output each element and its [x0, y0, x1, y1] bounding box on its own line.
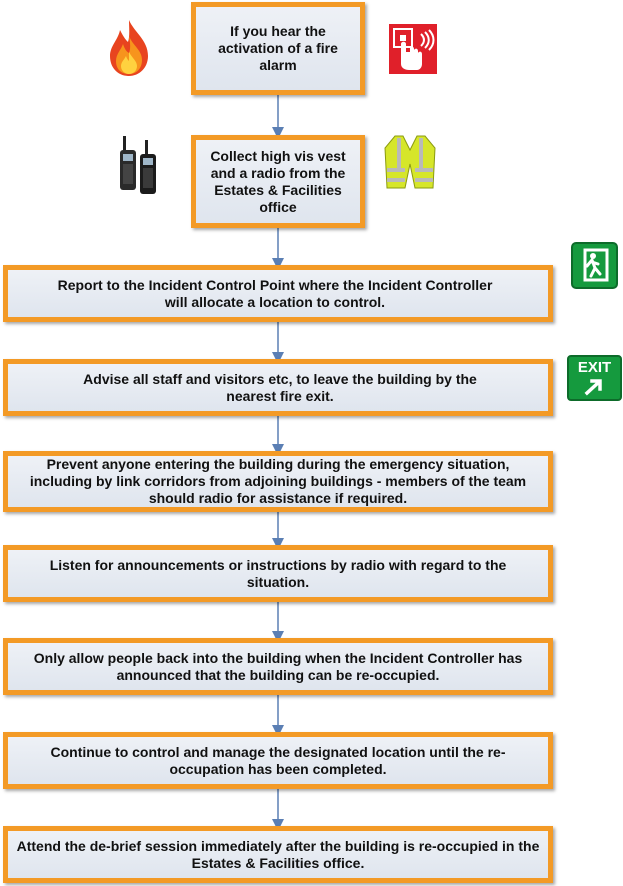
- step-5-text: Prevent anyone entering the building during the emergency situation, including by link corridors from adjoining buildings - members of the team should radio for assistance if required.: [29, 456, 527, 506]
- high-vis-vest-icon: [383, 134, 437, 190]
- step-3-report-control-point: [3, 265, 553, 322]
- step-8-text: Continue to control and manage the designated location until the re-occupation has been completed.: [50, 743, 506, 777]
- step-8-continue-control: [3, 732, 553, 789]
- step-3-text: Report to the Incident Control Point where the Incident Controller will allocate a location to control.: [57, 276, 493, 310]
- step-2-collect-vest-radio: [191, 135, 365, 228]
- emergency-exit-running-man-icon: [571, 242, 618, 289]
- step-4-advise-evacuation: [3, 359, 553, 416]
- fire-icon: [106, 18, 152, 78]
- two-way-radio-icon: [118, 134, 158, 196]
- exit-sign-icon: [567, 355, 622, 401]
- step-4-text: Advise all staff and visitors etc, to leave the building by the nearest fire exit.: [83, 370, 477, 404]
- step-7-allow-reentry: [3, 638, 553, 695]
- step-2-text: Collect high vis vest and a radio from the Estates & Facilities office: [210, 147, 346, 215]
- step-6-listen-announcements: [3, 545, 553, 602]
- fire-alarm-sign-icon: [389, 24, 437, 74]
- step-9-text: Attend the de-brief session immediately after the building is re-occupied in the Estates & Facilities office.: [16, 837, 540, 871]
- step-5-prevent-entry: [3, 451, 553, 512]
- step-1-text: If you hear the activation of a fire alarm: [218, 23, 338, 73]
- exit-sign-label: EXIT: [577, 359, 612, 376]
- step-7-text: Only allow people back into the building when the Incident Controller has announced that the building can be re-occupied.: [33, 649, 523, 683]
- step-9-debrief: [3, 826, 553, 883]
- exit-arrow-icon: [584, 378, 606, 396]
- step-1-fire-alarm: [191, 2, 365, 95]
- step-6-text: Listen for announcements or instructions by radio with regard to the situation.: [49, 556, 507, 590]
